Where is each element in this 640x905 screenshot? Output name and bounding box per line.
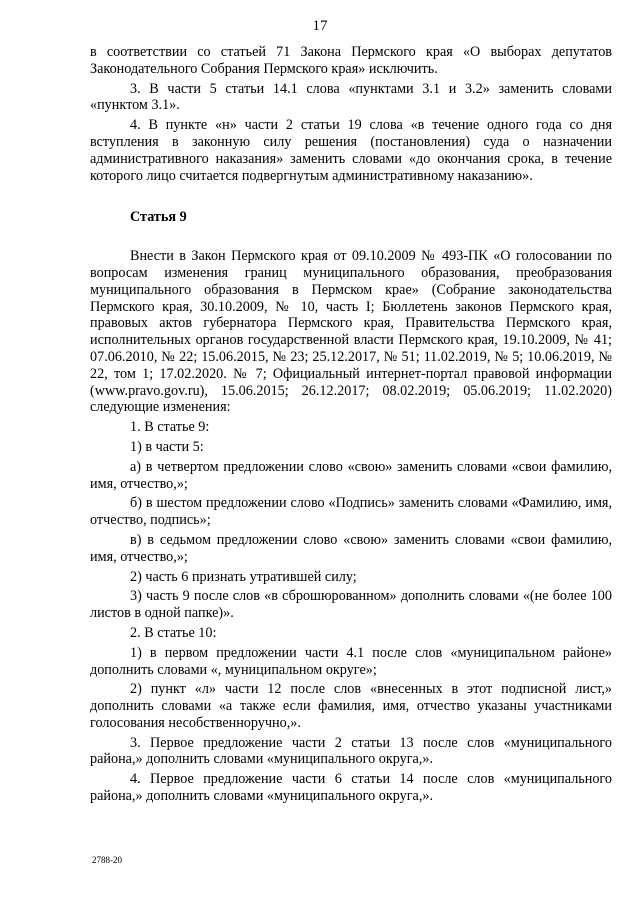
paragraph-list-item: 4. Первое предложение части 6 статьи 14 после слов «муниципального района,» дополнить словами «муниципального округа,». [90,771,612,805]
paragraph-list-item: 1) в части 5: [130,438,204,455]
paragraph-list-item: 1) в первом предложении части 4.1 после слов «муниципальном районе» дополнить словами «, муниципальном округе»; [90,644,612,678]
paragraph-list-item: 2) пункт «л» части 12 после слов «внесенных в этот подписной лист,» дополнить словами «а также если фамилия, имя, отчество указаны участниками голосования несобственноручно,». [90,681,612,731]
paragraph-list-item: 2. В статье 10: [130,624,217,641]
paragraph-continuation: в соответствии со статьей 71 Закона Пермского края «О выборах депутатов Законодательного Собрания Пермского края» исключить. [90,44,612,77]
article-heading: Статья 9 [130,209,187,226]
paragraph-list-item: 1. В статье 9: [130,419,210,436]
document-code: 2788-20 [92,855,122,865]
paragraph-intro: Внести в Закон Пермского края от 09.10.2009 № 493-ПК «О голосовании по вопросам изменения границ муниципального образования, преобразования муниципального образования в Пермском крае» (Собрание законодательства Пермского края, 30.10.2009, № 10, часть I; Бюллетень законов Пермского края, правовых актов губернатора Пермского края, Правительства Пермского края, исполнительных органов государственной власти Пермского края, 19.10.2009, № 41; 07.06.2010, № 22; 15.06.2015, № 23; 25.12.2017, № 51; 11.02.2019, № 5; 10.06.2019, № 22, том 1; 17.02.2020. № 7; Официальный интернет-портал правовой информации (www.pravo.gov.ru), 15.06.2015; 26.12.2017; 08.02.2019; 05.06.2019; 11.02.2020) следующие изменения: [90,248,612,416]
paragraph-item-3: 3. В части 5 статьи 14.1 слова «пунктами 3.1 и 3.2» заменить словами «пунктом 3.1». [90,80,612,114]
page-number: 17 [312,18,328,34]
paragraph-item-4: 4. В пункте «н» части 2 статьи 19 слова «в течение одного года со дня вступления в законную силу решения (постановления) суда о назначении административного наказания» заменить словами «до окончания срока, в течение которого лицо считается подвергнутым административному наказанию». [90,117,612,184]
paragraph-list-item: 3. Первое предложение части 2 статьи 13 после слов «муниципального района,» дополнить словами «муниципального округа,». [90,734,612,768]
paragraph-list-item: 2) часть 6 признать утратившей силу; [130,568,357,585]
paragraph-list-item: в) в седьмом предложении слово «свою» заменить словами «свои фамилию, имя, отчество,»; [90,531,612,565]
paragraph-list-item: б) в шестом предложении слово «Подпись» заменить словами «Фамилию, имя, отчество, подпись»; [90,495,612,529]
paragraph-list-item: а) в четвертом предложении слово «свою» заменить словами «свои фамилию, имя, отчество,»; [90,458,612,492]
paragraph-list-item: 3) часть 9 после слов «в сброшюрованном» дополнить словами «(не более 100 листов в одной папке)». [90,588,612,622]
document-body [90,44,612,808]
